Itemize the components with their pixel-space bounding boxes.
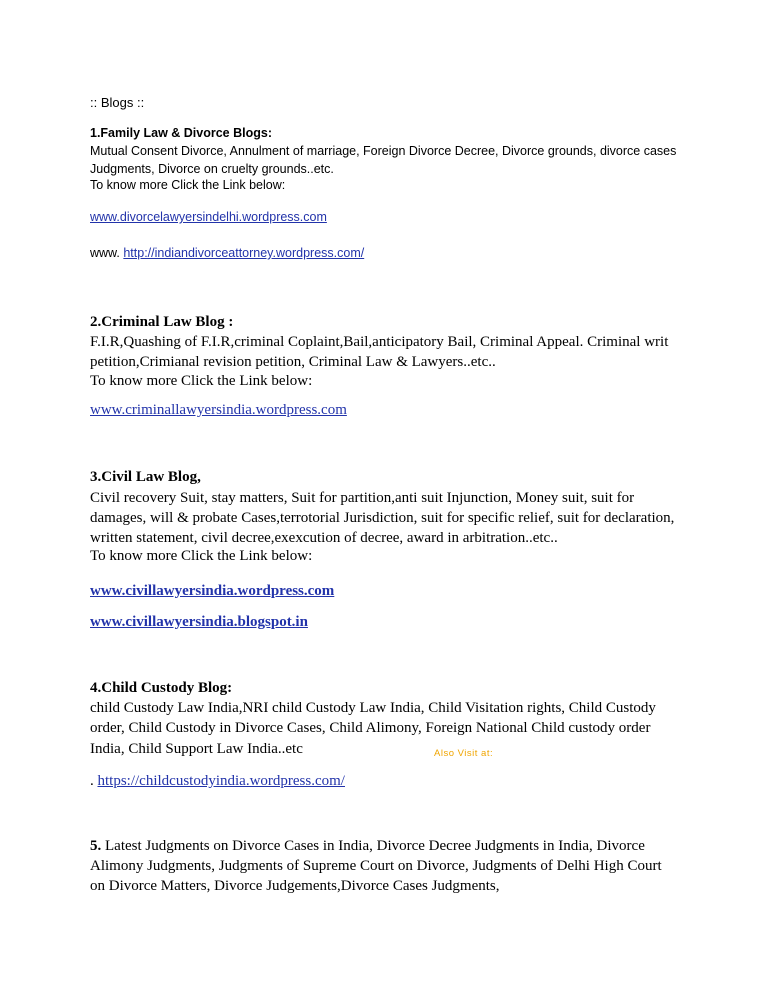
section-child-custody-text-line: order, Child Custody in Divorce Cases, Child Alimony, Foreign National Child custody order bbox=[90, 720, 651, 736]
section-family-law-text-line: Mutual Consent Divorce, Annulment of marriage, Foreign Divorce Decree, Divorce grounds, divorce cases bbox=[90, 144, 677, 158]
section-family-law-text-line: Judgments, Divorce on cruelty grounds..etc. bbox=[90, 162, 334, 176]
section-child-custody-text-line: child Custody Law India,NRI child Custody Law India, Child Visitation rights, Child Custody bbox=[90, 700, 656, 716]
criminallawyers-link[interactable]: www.criminallawyersindia.wordpress.com bbox=[90, 402, 347, 418]
section-civil-law-text-line: written statement, civil decree,exexcution of decree, award in arbitration..etc.. bbox=[90, 530, 558, 546]
section-family-law-heading: 1.Family Law & Divorce Blogs: bbox=[90, 126, 272, 140]
section-civil-law-text-line: damages, will & probate Cases,terrotorial Jurisdiction, suit for specific relief, suit for declaration, bbox=[90, 510, 675, 526]
indiandivorceattorney-link[interactable]: http://indiandivorceattorney.wordpress.com/ bbox=[123, 246, 365, 260]
section-latest-judgments-text-line: on Divorce Matters, Divorce Judgements,Divorce Cases Judgments, bbox=[90, 878, 500, 894]
link-prefix: . bbox=[90, 773, 98, 789]
link-prefix: www. bbox=[90, 246, 124, 260]
section-civil-law-text-line: Civil recovery Suit, stay matters, Suit for partition,anti suit Injunction, Money suit, suit for bbox=[90, 490, 635, 506]
section-criminal-law-text-line: petition,Crimianal revision petition, Criminal Law & Lawyers..etc.. bbox=[90, 354, 496, 370]
section-family-law-text-line: To know more Click the Link below: bbox=[90, 178, 286, 192]
blogs-title: :: Blogs :: bbox=[90, 95, 145, 110]
section-latest-judgments-number: 5. bbox=[90, 838, 102, 854]
section-criminal-law-text-line: F.I.R,Quashing of F.I.R,criminal Coplaint,Bail,anticipatory Bail, Criminal Appeal. Criminal writ bbox=[90, 334, 669, 350]
section-civil-law-text-line: To know more Click the Link below: bbox=[90, 548, 313, 564]
section-child-custody-heading: 4.Child Custody Blog: bbox=[90, 680, 233, 696]
section-latest-judgments-text-line: Alimony Judgments, Judgments of Supreme Court on Divorce, Judgments of Delhi High Court bbox=[90, 858, 662, 874]
section-criminal-law-text-line: To know more Click the Link below: bbox=[90, 373, 313, 389]
section-latest-judgments-text-line: Latest Judgments on Divorce Cases in India, Divorce Decree Judgments in India, Divorce bbox=[101, 838, 645, 854]
also-visit-label: Also Visit at: bbox=[434, 748, 494, 759]
section-civil-law-heading: 3.Civil Law Blog, bbox=[90, 469, 201, 485]
divorcelawyers-link[interactable]: www.divorcelawyersindelhi.wordpress.com bbox=[90, 210, 327, 224]
civillawyers-wordpress-link[interactable]: www.civillawyersindia.wordpress.com bbox=[90, 583, 335, 599]
civillawyers-blogspot-link[interactable]: www.civillawyersindia.blogspot.in bbox=[90, 614, 308, 630]
childcustodyindia-link[interactable]: https://childcustodyindia.wordpress.com/ bbox=[97, 773, 345, 789]
section-child-custody-text-line: India, Child Support Law India..etc bbox=[90, 741, 303, 757]
section-criminal-law-heading: 2.Criminal Law Blog : bbox=[90, 314, 234, 330]
